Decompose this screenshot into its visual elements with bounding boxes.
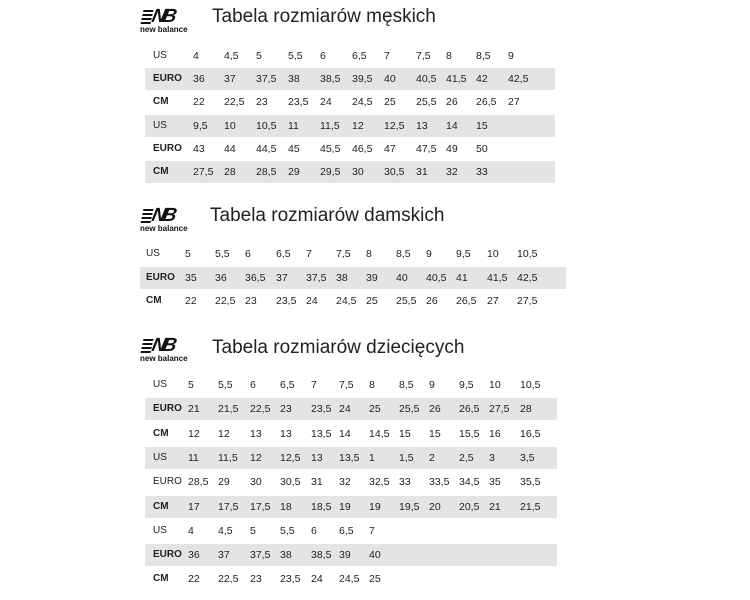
size-value-cell: 23,5	[311, 403, 332, 416]
size-value-cell: 4	[188, 524, 194, 537]
size-value-cell: 8	[446, 50, 452, 62]
size-value-cell: 8,5	[396, 248, 411, 260]
size-value-cell: 6	[250, 379, 256, 391]
size-value-cell: 41,5	[446, 73, 467, 86]
size-value-cell: 31	[416, 166, 428, 178]
size-value-cell: 39	[339, 549, 351, 562]
size-value-cell: 6	[245, 248, 251, 260]
size-value-cell: 29	[218, 476, 230, 489]
row-label: EURO	[153, 73, 182, 85]
size-value-cell: 5	[256, 50, 262, 62]
size-value-cell: 21	[489, 500, 501, 513]
size-value-cell: 28,5	[256, 166, 277, 178]
size-value-cell: 30,5	[384, 166, 405, 178]
size-value-cell: 45	[288, 142, 300, 155]
size-value-cell: 8	[366, 248, 372, 260]
size-value-cell: 38	[280, 549, 292, 562]
size-value-cell: 17,5	[250, 500, 271, 513]
table-row	[140, 243, 566, 265]
table-row	[145, 374, 557, 396]
size-value-cell: 10,5	[520, 379, 541, 391]
size-value-cell: 22,5	[218, 573, 239, 586]
size-value-cell: 12	[250, 451, 262, 464]
table-row	[145, 423, 557, 445]
size-value-cell: 6,5	[280, 379, 295, 391]
size-value-cell: 6	[311, 524, 317, 537]
size-value-cell: 27	[508, 96, 520, 109]
size-value-cell: 7	[306, 248, 312, 260]
size-value-cell: 12	[218, 427, 230, 440]
size-value-cell: 12,5	[384, 119, 405, 132]
table-row	[145, 138, 555, 160]
size-value-cell: 7,5	[416, 50, 431, 62]
size-value-cell: 5,5	[280, 524, 295, 537]
size-value-cell: 24,5	[336, 295, 357, 307]
size-value-cell: 7,5	[339, 379, 354, 391]
size-value-cell: 36	[215, 271, 227, 284]
row-label: EURO	[153, 549, 182, 561]
size-value-cell: 27,5	[489, 403, 510, 416]
size-value-cell: 19,5	[399, 500, 420, 513]
size-value-cell: 25	[369, 573, 381, 586]
size-value-cell: 16,5	[520, 427, 541, 440]
size-value-cell: 15,5	[459, 427, 480, 440]
size-value-cell: 39	[366, 271, 378, 284]
size-value-cell: 40	[396, 271, 408, 284]
size-value-cell: 32,5	[369, 476, 390, 489]
size-value-cell: 29	[288, 166, 300, 178]
size-value-cell: 26	[446, 96, 458, 109]
size-value-cell: 42,5	[508, 73, 529, 86]
size-value-cell: 10,5	[256, 119, 277, 132]
table-row	[145, 471, 557, 493]
size-value-cell: 40,5	[416, 73, 437, 86]
size-value-cell: 27,5	[517, 295, 538, 307]
size-value-cell: 31	[311, 476, 323, 489]
table-row	[145, 161, 555, 183]
size-value-cell: 1,5	[399, 451, 414, 464]
size-value-cell: 14	[446, 119, 458, 132]
size-value-cell: 9,5	[459, 379, 474, 391]
size-value-cell: 26	[426, 295, 438, 307]
table-row	[145, 91, 555, 113]
size-value-cell: 6,5	[339, 524, 354, 537]
size-value-cell: 18	[280, 500, 292, 513]
table-row	[145, 520, 557, 542]
row-label: CM	[146, 295, 162, 306]
size-value-cell: 43	[193, 142, 205, 155]
size-value-cell: 20	[429, 500, 441, 513]
size-value-cell: 35,5	[520, 476, 541, 489]
size-value-cell: 38	[336, 271, 348, 284]
size-value-cell: 36	[188, 549, 200, 562]
size-value-cell: 10	[224, 119, 236, 132]
size-value-cell: 10,5	[517, 248, 538, 260]
size-value-cell: 38,5	[320, 73, 341, 86]
table-row	[145, 496, 557, 518]
size-value-cell: 8,5	[399, 379, 414, 391]
size-value-cell: 16	[489, 427, 501, 440]
size-value-cell: 40,5	[426, 271, 447, 284]
size-value-cell: 29,5	[320, 166, 341, 178]
size-value-cell: 36	[193, 73, 205, 86]
size-value-cell: 22	[193, 96, 205, 109]
size-value-cell: 4,5	[224, 50, 239, 62]
size-value-cell: 14,5	[369, 427, 390, 440]
size-value-cell: 5,5	[288, 50, 303, 62]
row-label: US	[153, 451, 167, 463]
row-label: US	[153, 119, 167, 131]
brand-wordmark: new balance	[140, 25, 188, 34]
size-value-cell: 12	[188, 427, 200, 440]
size-value-cell: 38	[288, 73, 300, 86]
size-value-cell: 11,5	[218, 451, 238, 464]
size-value-cell: 5	[188, 379, 194, 391]
size-value-cell: 11	[288, 119, 299, 132]
nb-monogram-icon: NB	[149, 335, 176, 356]
size-value-cell: 18,5	[311, 500, 332, 513]
size-value-cell: 47	[384, 142, 396, 155]
row-label: EURO	[153, 142, 182, 154]
size-value-cell: 24	[320, 96, 332, 109]
size-value-cell: 13,5	[311, 427, 332, 440]
size-value-cell: 11	[188, 451, 199, 464]
size-value-cell: 28	[224, 166, 236, 178]
size-value-cell: 17	[188, 500, 200, 513]
size-value-cell: 10	[487, 248, 499, 260]
size-value-cell: 25	[366, 295, 378, 307]
size-value-cell: 23,5	[280, 573, 301, 586]
new-balance-logo	[140, 205, 200, 235]
size-value-cell: 40	[369, 549, 381, 562]
size-value-cell: 21,5	[218, 403, 239, 416]
size-value-cell: 12	[352, 119, 364, 132]
table-row	[145, 568, 557, 590]
size-value-cell: 5	[185, 248, 191, 260]
table-row	[145, 45, 555, 67]
size-value-cell: 41	[456, 271, 468, 284]
size-value-cell: 42	[476, 73, 488, 86]
size-value-cell: 9	[508, 50, 514, 62]
table-row	[145, 68, 555, 90]
size-chart-title: Tabela rozmiarów dziecięcych	[212, 337, 465, 358]
size-value-cell: 50	[476, 142, 488, 155]
size-value-cell: 23	[280, 403, 292, 416]
size-value-cell: 35	[185, 271, 197, 284]
size-value-cell: 5,5	[215, 248, 230, 260]
size-value-cell: 9	[426, 248, 432, 260]
size-value-cell: 32	[339, 476, 351, 489]
size-value-cell: 46,5	[352, 142, 373, 155]
row-label: EURO	[153, 476, 182, 488]
size-value-cell: 4	[193, 50, 199, 62]
row-label: US	[146, 248, 160, 259]
size-value-cell: 8	[369, 379, 375, 391]
brand-wordmark: new balance	[140, 224, 188, 233]
size-value-cell: 21	[188, 403, 200, 416]
size-value-cell: 1	[369, 451, 375, 464]
size-value-cell: 23	[256, 96, 268, 109]
size-value-cell: 33	[399, 476, 411, 489]
size-value-cell: 6,5	[352, 50, 367, 62]
size-value-cell: 24	[306, 295, 318, 307]
size-value-cell: 15	[476, 119, 488, 132]
size-value-cell: 12,5	[280, 451, 301, 464]
size-value-cell: 4,5	[218, 524, 233, 537]
size-value-cell: 19	[369, 500, 381, 513]
size-value-cell: 2	[429, 451, 435, 464]
brand-wordmark: new balance	[140, 354, 188, 363]
row-label: CM	[153, 166, 169, 177]
size-chart-title: Tabela rozmiarów damskich	[210, 205, 445, 226]
size-value-cell: 13	[280, 427, 292, 440]
size-value-cell: 22,5	[215, 295, 236, 307]
size-value-cell: 40	[384, 73, 396, 86]
table-row	[145, 544, 557, 566]
size-value-cell: 25,5	[396, 295, 417, 307]
size-value-cell: 22,5	[224, 96, 245, 109]
size-value-cell: 30	[250, 476, 262, 489]
size-value-cell: 24,5	[352, 96, 373, 109]
size-value-cell: 13	[416, 119, 428, 132]
size-value-cell: 11,5	[320, 119, 340, 132]
table-row	[140, 267, 566, 289]
size-value-cell: 13,5	[339, 451, 360, 464]
size-value-cell: 22	[188, 573, 200, 586]
size-value-cell: 25	[369, 403, 381, 416]
size-value-cell: 32	[446, 166, 458, 178]
size-value-cell: 2,5	[459, 451, 474, 464]
size-value-cell: 25,5	[399, 403, 420, 416]
row-label: US	[153, 50, 167, 61]
size-value-cell: 44	[224, 142, 236, 155]
size-value-cell: 27,5	[193, 166, 214, 178]
size-value-cell: 6,5	[276, 248, 291, 260]
table-row	[145, 447, 557, 469]
size-value-cell: 13	[311, 451, 323, 464]
size-value-cell: 17,5	[218, 500, 239, 513]
size-value-cell: 33	[476, 166, 488, 178]
size-value-cell: 9,5	[456, 248, 471, 260]
size-value-cell: 28	[520, 403, 532, 416]
size-value-cell: 7,5	[336, 248, 351, 260]
nb-monogram-icon: NB	[149, 205, 176, 226]
size-value-cell: 22,5	[250, 403, 271, 416]
size-value-cell: 49	[446, 142, 458, 155]
size-value-cell: 26,5	[476, 96, 497, 109]
size-value-cell: 23	[245, 295, 257, 307]
size-value-cell: 8,5	[476, 50, 491, 62]
size-value-cell: 28,5	[188, 476, 209, 489]
size-value-cell: 37,5	[250, 549, 271, 562]
size-value-cell: 37,5	[256, 73, 277, 86]
size-value-cell: 26,5	[456, 295, 477, 307]
new-balance-logo	[140, 335, 200, 365]
size-value-cell: 42,5	[517, 271, 538, 284]
row-label: CM	[153, 427, 169, 439]
size-value-cell: 23	[250, 573, 262, 586]
size-value-cell: 5	[250, 524, 256, 537]
size-value-cell: 10	[489, 379, 501, 391]
size-value-cell: 47,5	[416, 142, 437, 155]
size-value-cell: 15	[399, 427, 411, 440]
table-row	[145, 398, 557, 420]
size-value-cell: 23,5	[276, 295, 297, 307]
size-value-cell: 3	[489, 451, 495, 464]
size-value-cell: 37	[218, 549, 230, 562]
size-value-cell: 25,5	[416, 96, 437, 109]
size-value-cell: 22	[185, 295, 197, 307]
size-value-cell: 13	[250, 427, 262, 440]
size-value-cell: 37,5	[306, 271, 327, 284]
size-value-cell: 39,5	[352, 73, 373, 86]
size-value-cell: 7	[311, 379, 317, 391]
row-label: EURO	[146, 271, 175, 283]
nb-monogram-icon: NB	[149, 6, 176, 27]
size-value-cell: 21,5	[520, 500, 541, 513]
size-value-cell: 37	[276, 271, 288, 284]
size-value-cell: 7	[369, 524, 375, 537]
size-value-cell: 45,5	[320, 142, 341, 155]
size-value-cell: 36,5	[245, 271, 266, 284]
size-value-cell: 44,5	[256, 142, 277, 155]
size-value-cell: 23,5	[288, 96, 309, 109]
size-chart-title: Tabela rozmiarów męskich	[212, 6, 436, 27]
size-value-cell: 26,5	[459, 403, 480, 416]
size-value-cell: 19	[339, 500, 351, 513]
size-value-cell: 24	[339, 403, 351, 416]
size-value-cell: 9,5	[193, 119, 208, 132]
table-row	[140, 290, 566, 312]
size-value-cell: 24	[311, 573, 323, 586]
row-label: EURO	[153, 403, 182, 415]
size-value-cell: 6	[320, 50, 326, 62]
size-value-cell: 24,5	[339, 573, 360, 586]
size-value-cell: 14	[339, 427, 351, 440]
size-value-cell: 41,5	[487, 271, 508, 284]
size-value-cell: 37	[224, 73, 236, 86]
row-label: CM	[153, 500, 169, 512]
size-value-cell: 25	[384, 96, 396, 109]
size-value-cell: 35	[489, 476, 501, 489]
size-value-cell: 7	[384, 50, 390, 62]
row-label: US	[153, 379, 167, 390]
row-label: CM	[153, 96, 169, 108]
row-label: CM	[153, 573, 169, 585]
size-value-cell: 5,5	[218, 379, 233, 391]
size-value-cell: 9	[429, 379, 435, 391]
row-label: US	[153, 524, 167, 536]
size-value-cell: 26	[429, 403, 441, 416]
size-value-cell: 20,5	[459, 500, 480, 513]
size-value-cell: 27	[487, 295, 499, 307]
size-value-cell: 3,5	[520, 451, 535, 464]
size-value-cell: 30,5	[280, 476, 301, 489]
size-value-cell: 34,5	[459, 476, 480, 489]
new-balance-logo	[140, 6, 200, 36]
size-value-cell: 30	[352, 166, 364, 178]
size-value-cell: 38,5	[311, 549, 332, 562]
size-value-cell: 33,5	[429, 476, 450, 489]
table-row	[145, 115, 555, 137]
size-value-cell: 15	[429, 427, 441, 440]
